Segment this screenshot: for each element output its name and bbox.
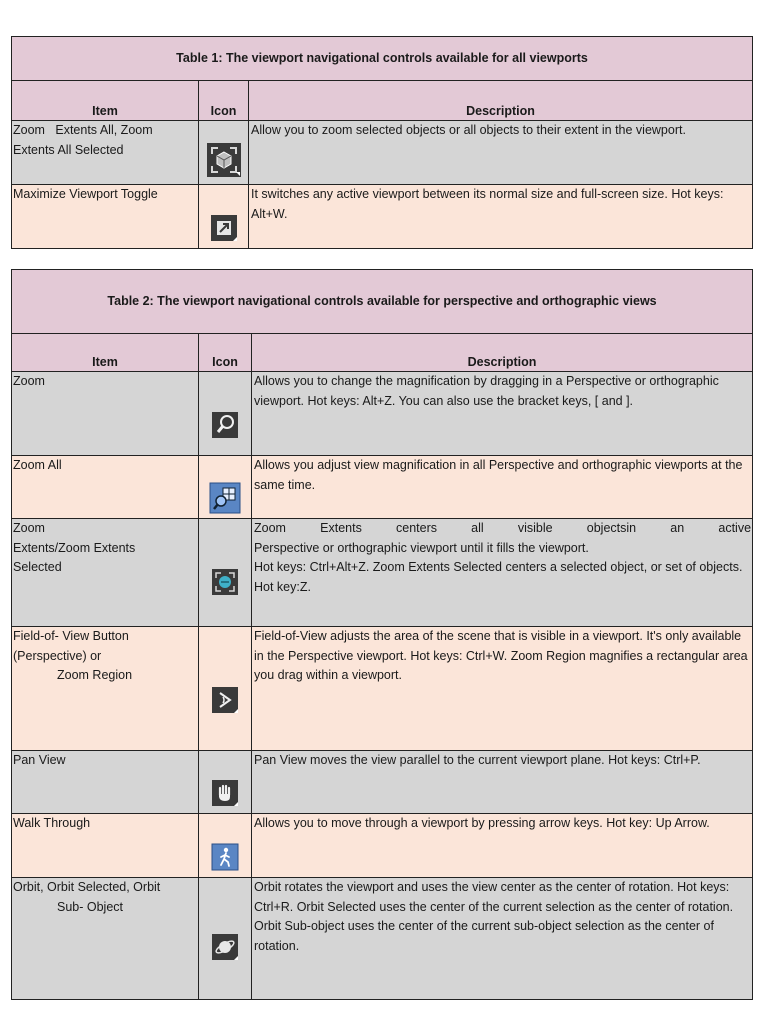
- table-2-header-description: Description: [252, 334, 753, 372]
- item-cell-line-2: Extents/Zoom Extents: [13, 540, 136, 555]
- table-row: [12, 519, 753, 627]
- table-row: [12, 627, 753, 751]
- item-cell: Maximize Viewport Toggle: [12, 185, 199, 249]
- item-cell: Walk Through: [12, 814, 199, 878]
- field-of-view-icon: [211, 686, 239, 714]
- table-row: [12, 878, 753, 1000]
- item-cell: Zoom Extents All, Zoom Extents All Selected: [12, 121, 199, 185]
- table-row: [12, 121, 753, 185]
- pan-hand-icon: [211, 779, 239, 807]
- table-2-title: Table 2: The viewport navigational controls available for perspective and orthographic views: [12, 270, 753, 334]
- item-cell-line-1: Orbit, Orbit Selected, Orbit: [13, 880, 161, 894]
- description-cell-first-line: Zoom Extents centers all visible objectsin an active: [254, 521, 752, 535]
- zoom-extents-all-icon: [206, 142, 242, 178]
- description-cell: Allows you to change the magnification by dragging in a Perspective or orthographic viewport. Hot keys: Alt+Z. You can also use the bracket keys, [ and ].: [252, 372, 753, 456]
- description-cell: It switches any active viewport between its normal size and full-screen size. Hot keys: Alt+W.: [249, 185, 753, 249]
- table-row: [12, 456, 753, 519]
- description-cell: Pan View moves the view parallel to the current viewport plane. Hot keys: Ctrl+P.: [252, 751, 753, 814]
- item-cell-line-3: Selected: [13, 560, 62, 574]
- table-1-header-description: Description: [249, 81, 753, 121]
- table-1-header-icon: Icon: [199, 81, 249, 121]
- zoom-extents-icon: [211, 568, 239, 596]
- description-cell: Field-of-View adjusts the area of the scene that is visible in a viewport. It's only available in the Perspective viewport. Hot keys: Ctrl+W. Zoom Region magnifies a rectangular area you drag within a viewport.: [252, 627, 753, 751]
- table-1-title: Table 1: The viewport navigational controls available for all viewports: [12, 37, 753, 81]
- description-cell-rest: Perspective or orthographic viewport until it fills the viewport.: [254, 540, 589, 555]
- description-cell: Allows you to move through a viewport by pressing arrow keys. Hot key: Up Arrow.: [252, 814, 753, 878]
- item-cell-line-1: Zoom: [13, 521, 45, 535]
- item-cell: Pan View: [12, 751, 199, 814]
- table-row: [12, 751, 753, 814]
- table-1: [11, 36, 753, 249]
- table-2-header-icon: Icon: [199, 334, 252, 372]
- table-2: [11, 269, 753, 1000]
- description-cell: Allow you to zoom selected objects or all objects to their extent in the viewport.: [249, 121, 753, 185]
- walk-through-icon: [211, 843, 239, 871]
- description-cell: Orbit rotates the viewport and uses the view center as the center of rotation. Hot keys: Ctrl+R. Orbit Selected uses the center of the current selection as the center of rotation. Orbit Sub-object uses the center of the current sub-object selection as the center of rotation.: [252, 878, 753, 1000]
- table-row: [12, 814, 753, 878]
- item-cell: Zoom: [12, 372, 199, 456]
- table-row: [12, 372, 753, 456]
- item-cell-line-2: Sub- Object: [57, 899, 124, 914]
- table-row: [12, 185, 753, 249]
- description-cell: Allows you adjust view magnification in all Perspective and orthographic viewports at the same time.: [252, 456, 753, 519]
- zoom-all-icon: [209, 482, 241, 514]
- item-cell-line-1: Field-of- View Button: [13, 629, 129, 643]
- item-cell-line-2: (Perspective) or: [13, 648, 102, 663]
- table-1-header-item: Item: [12, 81, 199, 121]
- description-cell-extra: Hot keys: Ctrl+Alt+Z. Zoom Extents Selected centers a selected object, or set of objects. Hot key:Z.: [254, 560, 743, 594]
- maximize-viewport-icon: [210, 214, 238, 242]
- orbit-icon: [211, 933, 239, 961]
- zoom-magnifier-icon: [211, 411, 239, 439]
- item-cell-line-3: Zoom Region: [57, 668, 133, 682]
- table-2-header-item: Item: [12, 334, 199, 372]
- item-cell: Zoom All: [12, 456, 199, 519]
